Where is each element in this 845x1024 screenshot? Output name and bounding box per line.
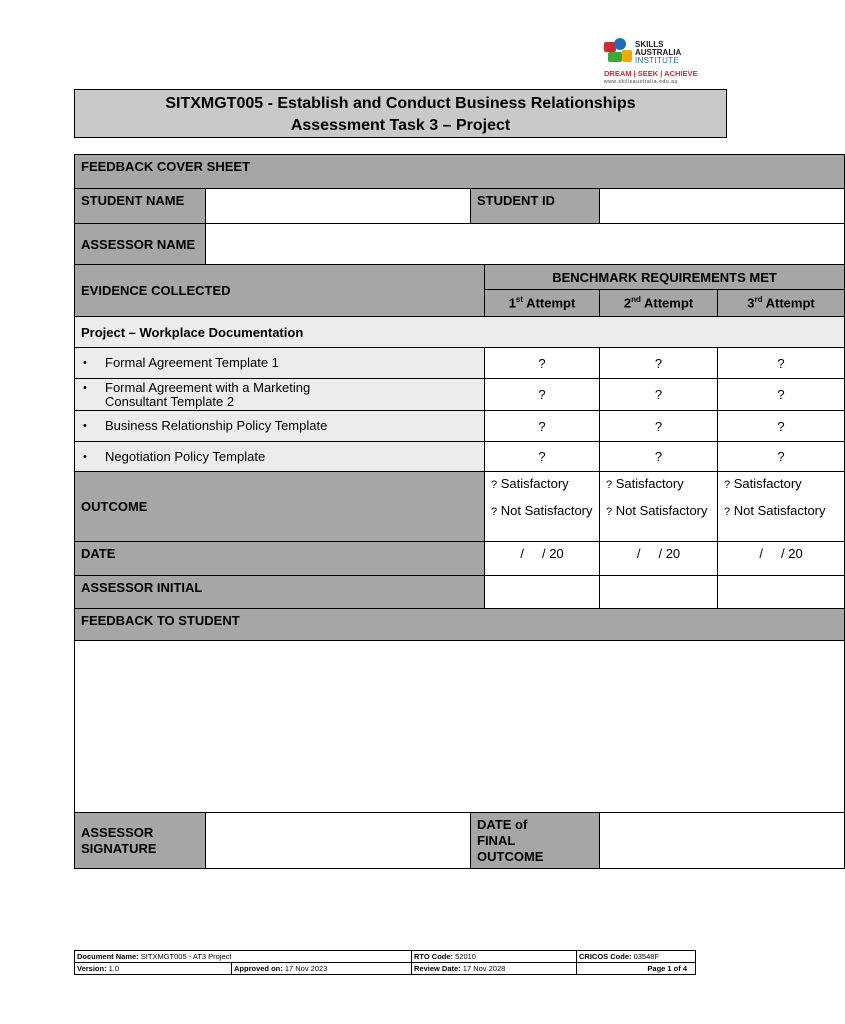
logo-text-skills: SKILLS: [635, 40, 664, 49]
outcome-label: OUTCOME: [75, 472, 485, 542]
assessor-initial-label: ASSESSOR INITIAL: [75, 576, 485, 609]
logo-url: www.skillsaustralia.edu.au: [604, 79, 678, 85]
attempt-3-checkbox[interactable]: ?: [718, 348, 845, 379]
attempt-1-checkbox[interactable]: ?: [485, 411, 600, 442]
evidence-collected-label: EVIDENCE COLLECTED: [75, 265, 485, 317]
student-id-field[interactable]: [600, 189, 845, 224]
date-label: DATE: [75, 542, 485, 576]
date-final-outcome-field[interactable]: [600, 813, 845, 869]
date-attempt-1[interactable]: / / 20: [485, 542, 600, 576]
second-attempt-header: 2nd Attempt: [600, 290, 718, 317]
attempt-3-checkbox[interactable]: ?: [718, 442, 845, 472]
evidence-item: • Negotiation Policy Template: [75, 442, 485, 472]
bullet-icon: •: [83, 381, 87, 394]
bullet-icon: •: [83, 357, 87, 369]
logo-text-australia: AUSTRALIA: [635, 48, 682, 57]
logo-tagline: DREAM | SEEK | ACHIEVE: [604, 69, 698, 78]
footer-cricos-code: CRICOS Code: 03548F: [577, 951, 696, 963]
date-attempt-2[interactable]: / / 20: [600, 542, 718, 576]
footer-approved-on: Approved on: 17 Nov 2023: [232, 963, 412, 975]
student-name-label: STUDENT NAME: [75, 189, 206, 224]
footer-review-date: Review Date: 17 Nov 2028: [412, 963, 577, 975]
assessor-initial-attempt-2[interactable]: [600, 576, 718, 609]
attempt-3-checkbox[interactable]: ?: [718, 411, 845, 442]
assessor-name-field[interactable]: [206, 224, 845, 265]
assessor-name-label: ASSESSOR NAME: [75, 224, 206, 265]
assessor-initial-attempt-3[interactable]: [718, 576, 845, 609]
benchmark-heading: BENCHMARK REQUIREMENTS MET: [485, 265, 845, 290]
date-attempt-3[interactable]: / / 20: [718, 542, 845, 576]
feedback-heading: FEEDBACK TO STUDENT: [75, 609, 845, 641]
document-title-box: [74, 89, 727, 138]
satisfactory-checkbox[interactable]: ?: [491, 479, 498, 491]
attempt-2-checkbox[interactable]: ?: [600, 442, 718, 472]
evidence-item: • Formal Agreement with a Marketing Consultant Template 2: [75, 379, 485, 411]
assessor-signature-label: ASSESSOR SIGNATURE: [75, 813, 206, 869]
footer-page-number: Page 1 of 4: [577, 963, 696, 975]
outcome-attempt-1[interactable]: ? Satisfactory ? Not Satisfactory: [485, 472, 600, 542]
footer-document-name: Document Name: SITXMGT005 - AT3 Project: [75, 951, 412, 963]
footer-version: Version: 1.0: [75, 963, 232, 975]
logo-text-institute: INSTITUTE: [635, 56, 680, 65]
evidence-item: • Formal Agreement Template 1: [75, 348, 485, 379]
logo-mark-icon: [604, 38, 634, 66]
third-attempt-header: 3rd Attempt: [718, 290, 845, 317]
first-attempt-header: 1st Attempt: [485, 290, 600, 317]
attempt-1-checkbox[interactable]: ?: [485, 442, 600, 472]
not-satisfactory-checkbox[interactable]: ?: [606, 506, 613, 518]
not-satisfactory-checkbox[interactable]: ?: [724, 506, 731, 518]
section-heading: Project – Workplace Documentation: [75, 317, 845, 348]
assessor-initial-attempt-1[interactable]: [485, 576, 600, 609]
institute-logo: [604, 38, 696, 86]
attempt-2-checkbox[interactable]: ?: [600, 348, 718, 379]
cover-sheet-heading: FEEDBACK COVER SHEET: [75, 155, 845, 189]
assessor-signature-field[interactable]: [206, 813, 471, 869]
satisfactory-checkbox[interactable]: ?: [724, 479, 731, 491]
not-satisfactory-checkbox[interactable]: ?: [491, 506, 498, 518]
document-title: SITXMGT005 - Establish and Conduct Business Relationships: [165, 95, 636, 112]
document-footer: [74, 950, 696, 975]
feedback-cover-sheet-table: [74, 154, 845, 869]
outcome-attempt-3[interactable]: ? Satisfactory ? Not Satisfactory: [718, 472, 845, 542]
student-id-label: STUDENT ID: [471, 189, 600, 224]
satisfactory-checkbox[interactable]: ?: [606, 479, 613, 491]
footer-rto-code: RTO Code: 52010: [412, 951, 577, 963]
student-name-field[interactable]: [206, 189, 471, 224]
attempt-1-checkbox[interactable]: ?: [485, 348, 600, 379]
attempt-2-checkbox[interactable]: ?: [600, 411, 718, 442]
attempt-2-checkbox[interactable]: ?: [600, 379, 718, 411]
bullet-icon: •: [83, 450, 87, 463]
bullet-icon: •: [83, 420, 87, 432]
feedback-text-area[interactable]: [75, 641, 845, 813]
attempt-3-checkbox[interactable]: ?: [718, 379, 845, 411]
outcome-attempt-2[interactable]: ? Satisfactory ? Not Satisfactory: [600, 472, 718, 542]
attempt-1-checkbox[interactable]: ?: [485, 379, 600, 411]
evidence-item: • Business Relationship Policy Template: [75, 411, 485, 442]
date-final-outcome-label: DATE of FINAL OUTCOME: [471, 813, 600, 869]
document-subtitle: Assessment Task 3 – Project: [290, 117, 511, 134]
